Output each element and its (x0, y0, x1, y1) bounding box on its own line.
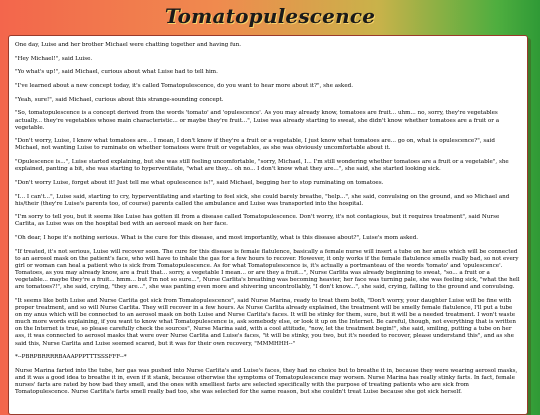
story-paragraph: "So, tomatopulescence is a concept derived from the words 'tomato' and 'opulescence'. As you may already know, tomatoes are fruit... uhm... no, sorry, they're vegetables actually... they're vegetables whose main characteristic... or maybe they're fruit...", Luise was already starting to sweat, she didn't know whether tomatoes are a fruit or a vegetable. (15, 110, 500, 131)
story-paragraph: *--PBRPBRRRRBAAAPPPTTTSSSFFF--* (15, 354, 127, 361)
story-text (9, 36, 527, 396)
story-paragraph: Nurse Marina farted into the tube, her gas was pushed into Nurse Carlita's and Luise's faces, they had no choice but to breathe it in, because they were wearing aerosol masks, and it was a good idea to breathe it in, even if it stank, because otherwise the symptoms of Tomatopulescence may worsen. Nurse Marina has really stinky farts. In fact, female nurses' farts are rated by how bad they smell, and the ones with smelliest farts are selected specifically with the purpose of treating patients who are sick from Tomatopulescence. Nurse Carlita's farts smell really bad too, she was selected for the same reason, but she couldn't treat Luise because she got sick herself. (15, 367, 518, 396)
story-paragraph: "I've learned about a new concept today, it's called Tomatopulescence, do you want to hear more about it?", she asked. (15, 83, 353, 90)
story-paragraph: "Yo what's up!", said Michael, curious about what Luise had to tell him. (15, 69, 218, 76)
story-paragraph: "Yeah, sure!", said Michael, curious about this strange-sounding concept. (15, 96, 224, 103)
story-paragraph: "Don't worry Luise, forget about it! Just tell me what opulescence is!", said Michael, begging her to stop ruminating on tomatoes. (15, 179, 384, 186)
page-title: Tomatopulescence (164, 4, 376, 28)
story-panel (8, 35, 528, 415)
story-paragraph: "If treated, it's not serious, Luise will recover soon. The cure for this disease is female flatulence, basically a female nurse will insert a tube on her anus which will be connected to an aerosol mask on the patient's face, who will have to inhale the gas for a few hours to recover. However, it only works if the female flatulence smells really bad, so not every girl or woman can heal a patient who is sick from Tomatopulescence. As for what Tomatopulescence is, it's actually a portmanteau of the words 'tomato' and 'opulescence'. Tomatoes, as you may already know, are a fruit that... sorry, a vegetable I mean... or are they a fruit...", Nurse Carlita was already beginning to sweat, "so... a fruit or a vegetable... maybe they're a fruit... hmm... but I'm not so sure...", Nurse Carlita's breathing was becoming heavier, her face was turning pale, she was feeling sick, "what the hell are tomatoes?!", she said, crying, "they are...", she was panting even more and shivering uncontrollably, "I don't know...", she said, crying, falling to the ground and convulsing. (15, 248, 520, 291)
story-paragraph: "I'm sorry to tell you, but it seems like Luise has gotten ill from a disease called Tomatopulescence. Don't worry, it's not contagious, but it requires treatment", said Nurse Carlita, as Luise was on the hospital bed with an aerosol mask on her face. (15, 214, 500, 228)
story-paragraph: One day, Luise and her brother Michael were chatting together and having fun. (15, 42, 242, 48)
story-paragraph: "I... I can't...", Luise said, starting to cry, hyperventilating and starting to feel sick, she could barely breathe, "help...", she said, convulsing on the ground, and so Michael and his/their (they're Luise's parents too, of course) parents called the ambulance and Luise was transported into the hospital. (15, 193, 510, 207)
story-paragraph: "Opulescence is...", Luise started explaining, but she was still feeling uncomfortable, "sorry, Michael, I... I'm still wondering whether tomatoes are a fruit or a vegetable", she explained, panting a bit, she was starting to hyperventilate, "what are they... oh no... I don't know what they are...", she said, she started looking sick. (15, 159, 509, 173)
story-paragraph: "Don't worry, Luise, I know what tomatoes are... I mean, I don't know if they're a fruit or a vegetable, I just know what tomatoes are... go on, what is opulescence?", said Michael, not wanting Luise to ruminate on whether tomatoes were fruit or vegetables, as she was obviously uncomfortable about it. (15, 138, 495, 152)
story-paragraph: "It seems like both Luise and Nurse Carlita got sick from Tomatopulescence", said Nurse Marina, ready to treat them both, "Don't worry, your daughter Luise will be fine with proper treatment, and so will Nurse Carlita. They will recover in a few hours. As Nurse Carlita already explained, the treatment will be smelly female flatulence, I'll put a tube on my anus which will be connected to an aerosol mask on both Luise and Nurse Carlita's faces. It will be stinky for them, sure, but it will be a needed treatment. I won't waste much more words explaining, if you want to know what Tomatopulescence is, ask somebody else, or look it up on the Internet. Be careful, though, not everything that is written on the Internet is true, so please carefully check the sources", Nurse Marina said, with a cool attitude, "now, let the treatment begin!", she said, smiling, putting a tube on her ass, it was connected to aerosol masks that were over Nurse Carlita and Luise's faces, "it will be stinky, you two, but it's needed to recover, please understand this", and as she said this, Nurse Carlita and Luise seemed scared, but it was for their own recovery, "MMMHHH--" (15, 297, 516, 347)
story-paragraph: "Hey Michael!", said Luise. (15, 55, 93, 62)
story-paragraph: "Oh dear, I hope it's nothing serious. What is the cure for this disease, and most importantly, what is this disease about?", Luise's mom asked. (15, 235, 419, 242)
